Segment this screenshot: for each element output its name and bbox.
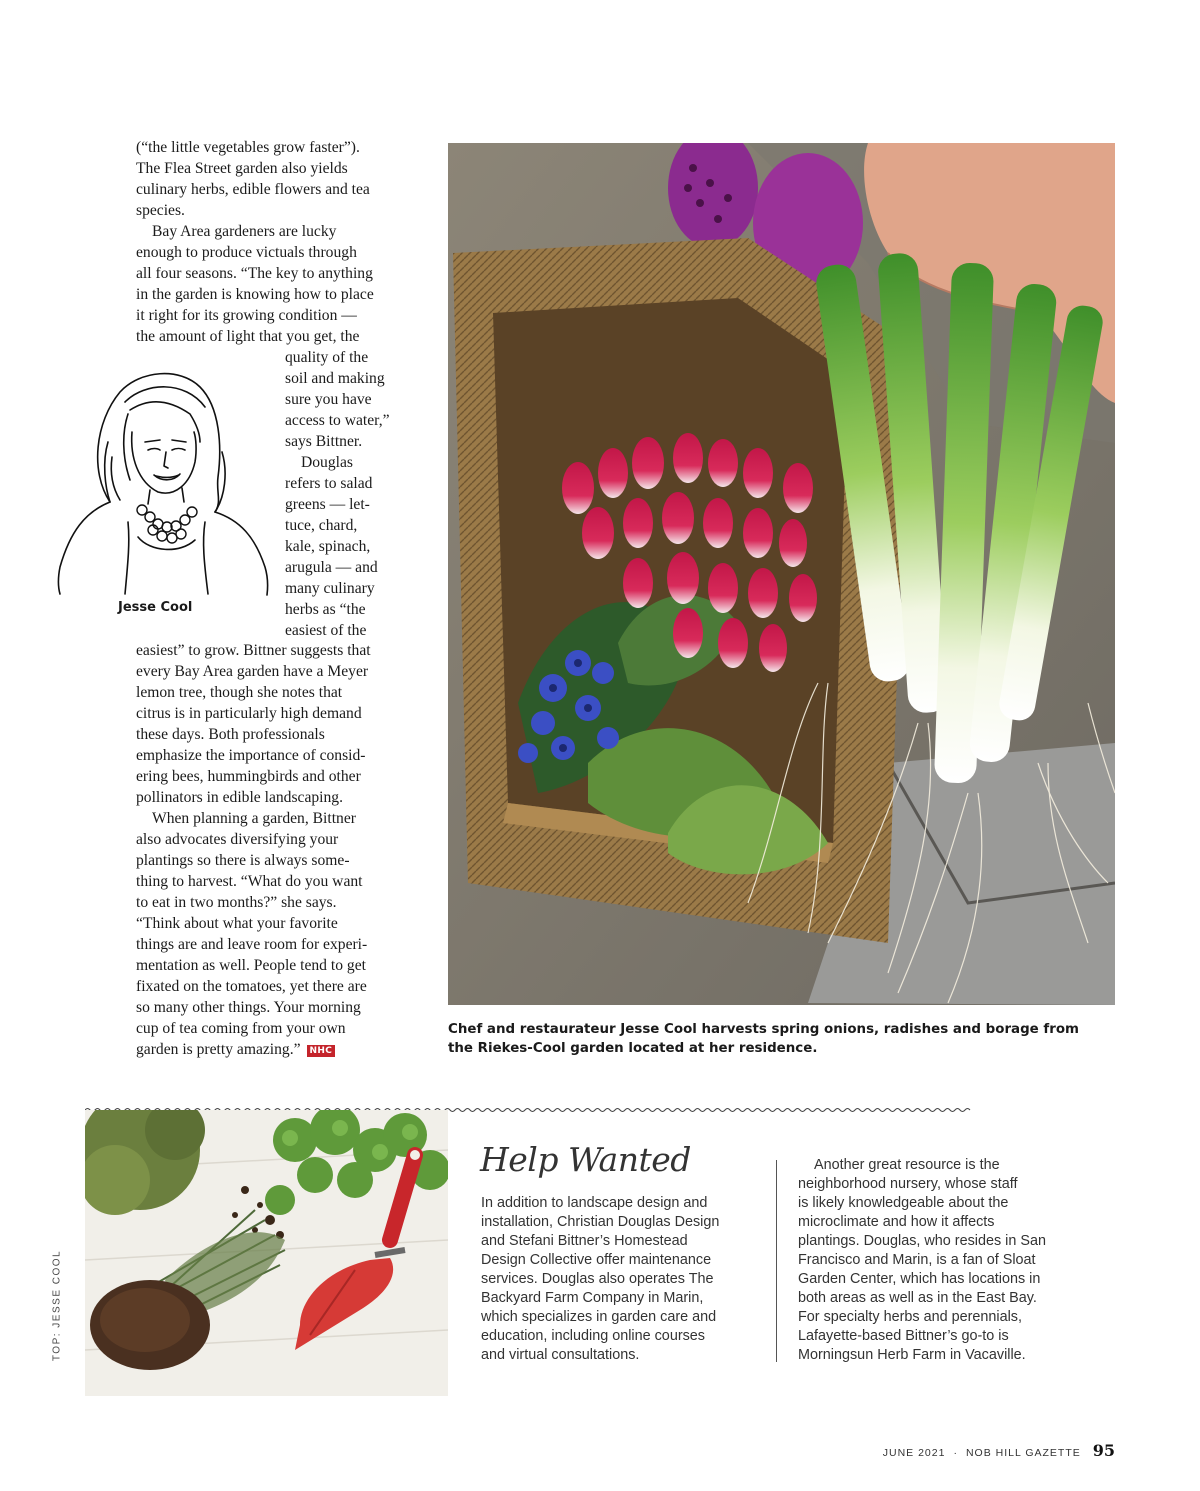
paragraph-seasons [136, 221, 411, 347]
paragraph-top [136, 137, 411, 221]
photo-credit: TOP: JESSE COOL [51, 1249, 63, 1362]
text-line: access to water,” [285, 412, 390, 429]
text-line: lemon tree, though she notes that [136, 684, 343, 701]
text-line: all four seasons. “The key to anything [136, 265, 373, 282]
text-line: easiest” to grow. Bittner suggests that [136, 642, 371, 659]
text-line: and Stefani Bittner’s Homestead [481, 1233, 688, 1249]
text-line: plantings so there is always some- [136, 852, 350, 869]
text-line: Another great resource is the [814, 1157, 1000, 1173]
text-line: Garden Center, which has locations in [798, 1271, 1041, 1287]
article-column-lower [136, 640, 416, 1060]
text-line: it right for its growing condition — [136, 307, 357, 324]
page-footer [883, 1441, 1115, 1460]
herbs-trowel-photo [85, 1110, 448, 1396]
text-line: installation, Christian Douglas Design [481, 1214, 720, 1230]
text-line: When planning a garden, Bittner [152, 810, 356, 827]
text-line: ering bees, hummingbirds and other [136, 768, 361, 785]
text-line: Morningsun Herb Farm in Vacaville. [798, 1347, 1026, 1363]
text-line: species. [136, 202, 185, 219]
article-column [136, 137, 411, 347]
text-line: in the garden is knowing how to place [136, 286, 374, 303]
paragraph-last-line: garden is pretty amazing.” NHC [136, 1039, 416, 1060]
text-line: quality of the [285, 349, 369, 366]
photo-caption: Chef and restaurateur Jesse Cool harvests spring onions, radishes and borage from the Riekes-Cool garden located at her residence. [448, 1022, 1079, 1056]
text-line: pollinators in edible landscaping. [136, 789, 344, 806]
text-line: cup of tea coming from your own [136, 1020, 346, 1037]
text-line: Backyard Farm Company in Marin, [481, 1290, 704, 1306]
text-line: also advocates diversifying your [136, 831, 339, 848]
text-line: enough to produce victuals through [136, 244, 357, 261]
paragraph-greens [136, 640, 416, 808]
text-line: culinary herbs, edible flowers and tea [136, 181, 370, 198]
text-line: In addition to landscape design and [481, 1195, 708, 1211]
text-line: The Flea Street garden also yields [136, 160, 348, 177]
text-line: mentation as well. People tend to get [136, 957, 366, 974]
sidebar-title: Help Wanted [480, 1140, 691, 1179]
page-number: 95 [1092, 1441, 1115, 1460]
text-line: Lafayette-based Bittner’s go-to is [798, 1328, 1009, 1344]
text-line: services. Douglas also operates The [481, 1271, 714, 1287]
harvest-photo [448, 143, 1115, 1005]
text-line: education, including online courses [481, 1328, 706, 1344]
text-line: Bay Area gardeners are lucky [152, 223, 337, 240]
paragraph-seasons-wrap [285, 347, 415, 452]
text-line: to eat in two months?” she says. [136, 894, 337, 911]
portrait-illustration [50, 362, 275, 602]
text-line: “Think about what your favorite [136, 915, 338, 932]
text-line: both areas as well as in the East Bay. [798, 1290, 1037, 1306]
text-line: For specialty herbs and perennials, [798, 1309, 1022, 1325]
text-line: microclimate and how it affects [798, 1214, 995, 1230]
text-line: refers to salad [285, 475, 373, 492]
text-line: is likely knowledgeable about the [798, 1195, 1009, 1211]
text-line: citrus is in particularly high demand [136, 705, 362, 722]
text-line: Design Collective offer maintenance [481, 1252, 712, 1268]
text-line: every Bay Area garden have a Meyer [136, 663, 369, 680]
text-line: herbs as “the [285, 601, 366, 618]
text-line: (“the little vegetables grow faster”). [136, 139, 360, 156]
portrait-caption: Jesse Cool [118, 600, 193, 615]
text-line: emphasize the importance of consid- [136, 747, 366, 764]
sidebar-column-rule [776, 1160, 777, 1362]
text-line: thing to harvest. “What do you want [136, 873, 363, 890]
text-line: neighborhood nursery, whose staff [798, 1176, 1018, 1192]
nhc-end-badge: NHC [307, 1045, 336, 1057]
text-line: many culinary [285, 580, 375, 597]
paragraph-greens-wrap [285, 452, 415, 641]
text-line: sure you have [285, 391, 372, 408]
text-line: and virtual consultations. [481, 1347, 640, 1363]
footer-separator: · [953, 1447, 958, 1459]
text-line: says Bittner. [285, 433, 363, 450]
text-line: Douglas [301, 454, 353, 471]
text-line: kale, spinach, [285, 538, 371, 555]
text-line: arugula — and [285, 559, 378, 576]
text-line: soil and making [285, 370, 385, 387]
footer-publication: NOB HILL GAZETTE [965, 1447, 1081, 1459]
text-line: Francisco and Marin, is a fan of Sloat [798, 1252, 1036, 1268]
text-line: things are and leave room for experi- [136, 936, 368, 953]
text-line: plantings. Douglas, who resides in San [798, 1233, 1046, 1249]
text-line: these days. Both professionals [136, 726, 325, 743]
sidebar-column-2 [798, 1156, 1078, 1365]
text-line: so many other things. Your morning [136, 999, 361, 1016]
text-line: tuce, chard, [285, 517, 358, 534]
paragraph-planning [136, 808, 416, 1039]
text-line: the amount of light that you get, the [136, 328, 360, 345]
text-line: fixated on the tomatoes, yet there are [136, 978, 367, 995]
footer-issue: JUNE 2021 [882, 1447, 946, 1459]
text-line: greens — let- [285, 496, 370, 513]
text-line: which specializes in garden care and [481, 1309, 717, 1325]
text-line: easiest of the [285, 622, 367, 639]
sidebar-column-1 [481, 1194, 756, 1365]
